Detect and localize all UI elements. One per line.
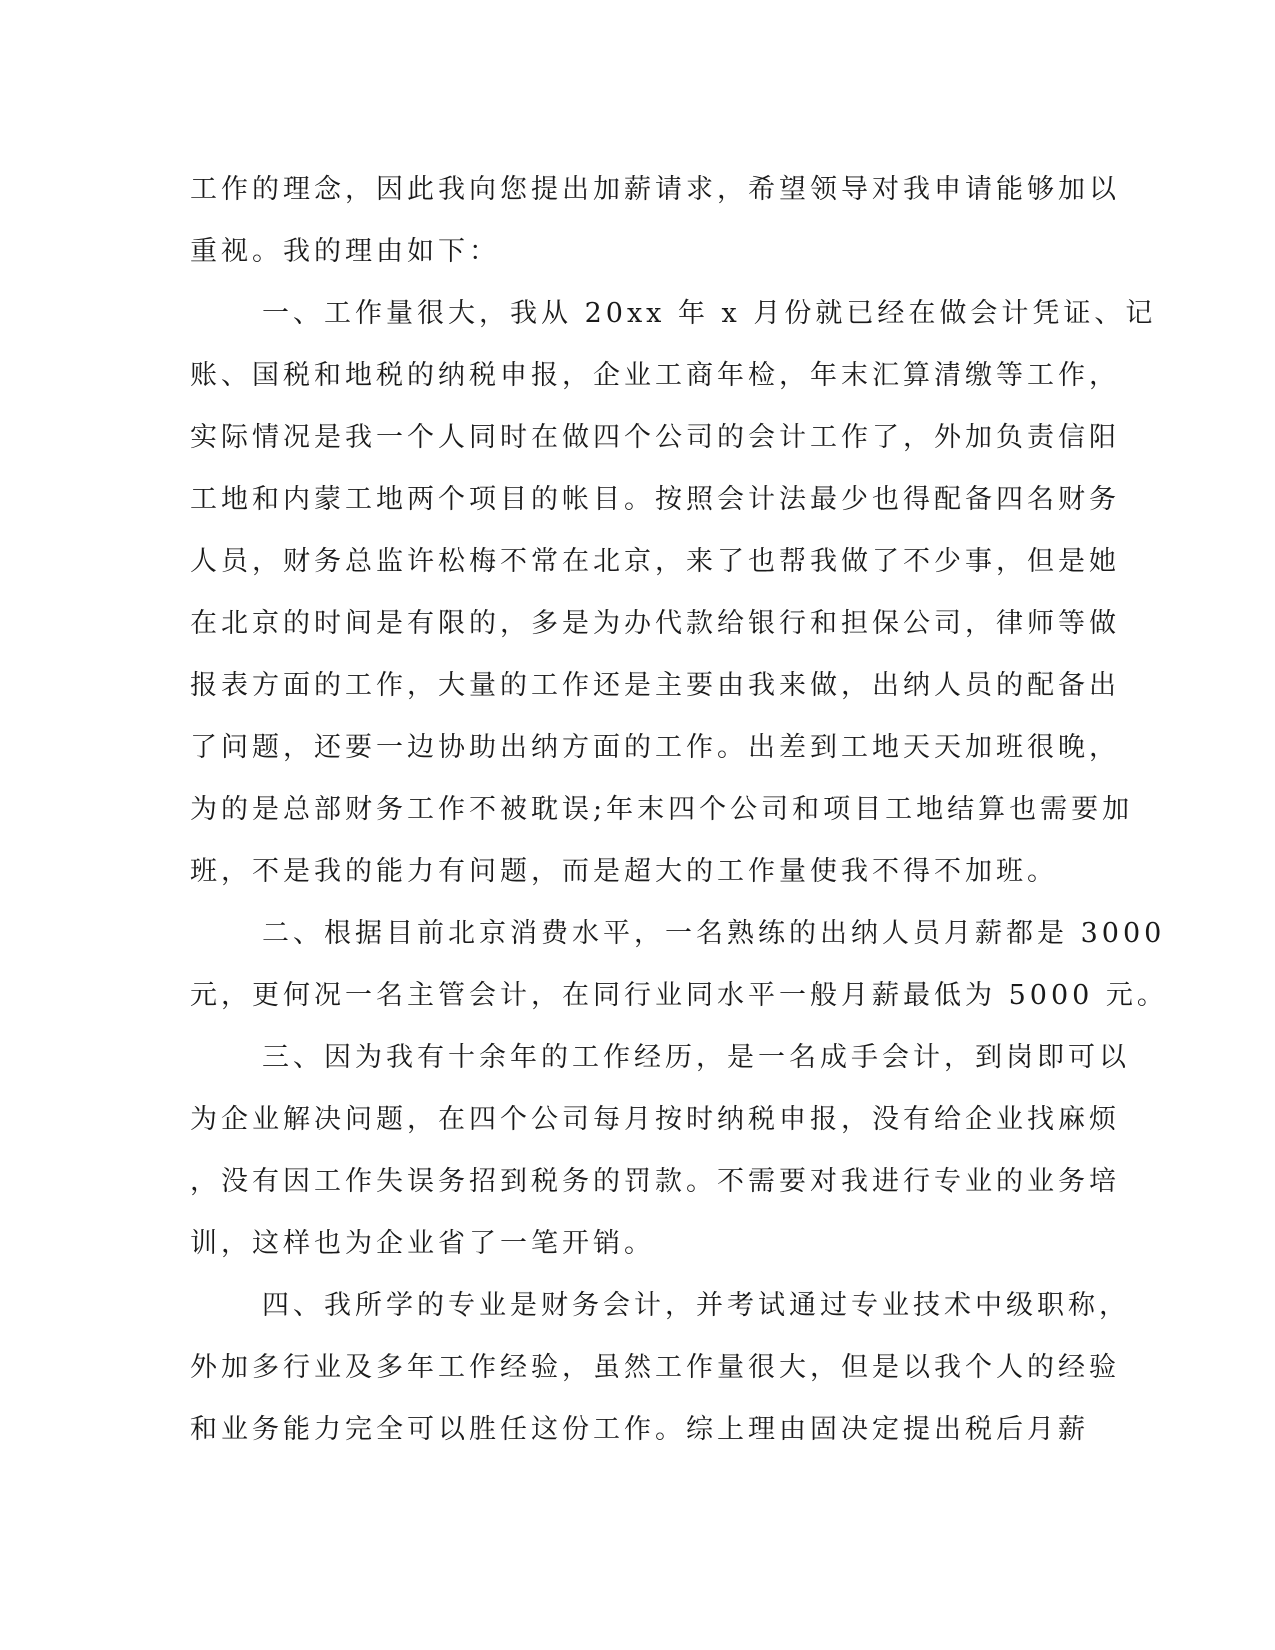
text-line: 工地和内蒙工地两个项目的帐目。按照会计法最少也得配备四名财务 [190,484,1120,515]
text-line: 外加多行业及多年工作经验，虽然工作量很大，但是以我个人的经验 [190,1352,1120,1383]
text-line: 重视。我的理由如下： [190,236,500,267]
text-line: 在北京的时间是有限的，多是为办代款给银行和担保公司，律师等做 [190,608,1120,639]
document-body [190,159,1168,1461]
text-line: 报表方面的工作，大量的工作还是主要由我来做，出纳人员的配备出 [190,670,1120,701]
text-line: 人员，财务总监许松梅不常在北京，来了也帮我做了不少事，但是她 [190,546,1120,577]
text-line: ，没有因工作失误务招到税务的罚款。不需要对我进行专业的业务培 [190,1166,1120,1197]
text-line: 班，不是我的能力有问题，而是超大的工作量使我不得不加班。 [190,856,1058,887]
text-line: 了问题，还要一边协助出纳方面的工作。出差到工地天天加班很晚， [190,732,1120,763]
text-line: 元，更何况一名主管会计，在同行业同水平一般月薪最低为 5000 元。 [190,980,1168,1011]
text-line: 和业务能力完全可以胜任这份工作。综上理由固决定提出税后月薪 [190,1414,1089,1445]
text-line: 实际情况是我一个人同时在做四个公司的会计工作了，外加负责信阳 [190,422,1120,453]
text-line: 为企业解决问题，在四个公司每月按时纳税申报，没有给企业找麻烦 [190,1104,1120,1135]
text-line: 工作的理念，因此我向您提出加薪请求，希望领导对我申请能够加以 [190,174,1120,205]
text-line: 为的是总部财务工作不被耽误;年末四个公司和项目工地结算也需要加 [190,794,1134,825]
paragraph-start-line: 一、工作量很大，我从 20xx 年 x 月份就已经在做会计凭证、记 [262,298,1157,329]
paragraph-start-line: 二、根据目前北京消费水平，一名熟练的出纳人员月薪都是 3000 [262,918,1166,949]
text-line: 账、国税和地税的纳税申报，企业工商年检，年末汇算清缴等工作， [190,360,1120,391]
paragraph-start-line: 三、因为我有十余年的工作经历，是一名成手会计，到岗即可以 [262,1042,1130,1073]
paragraph-start-line: 四、我所学的专业是财务会计，并考试通过专业技术中级职称， [262,1290,1130,1321]
text-line: 训，这样也为企业省了一笔开销。 [190,1228,655,1259]
